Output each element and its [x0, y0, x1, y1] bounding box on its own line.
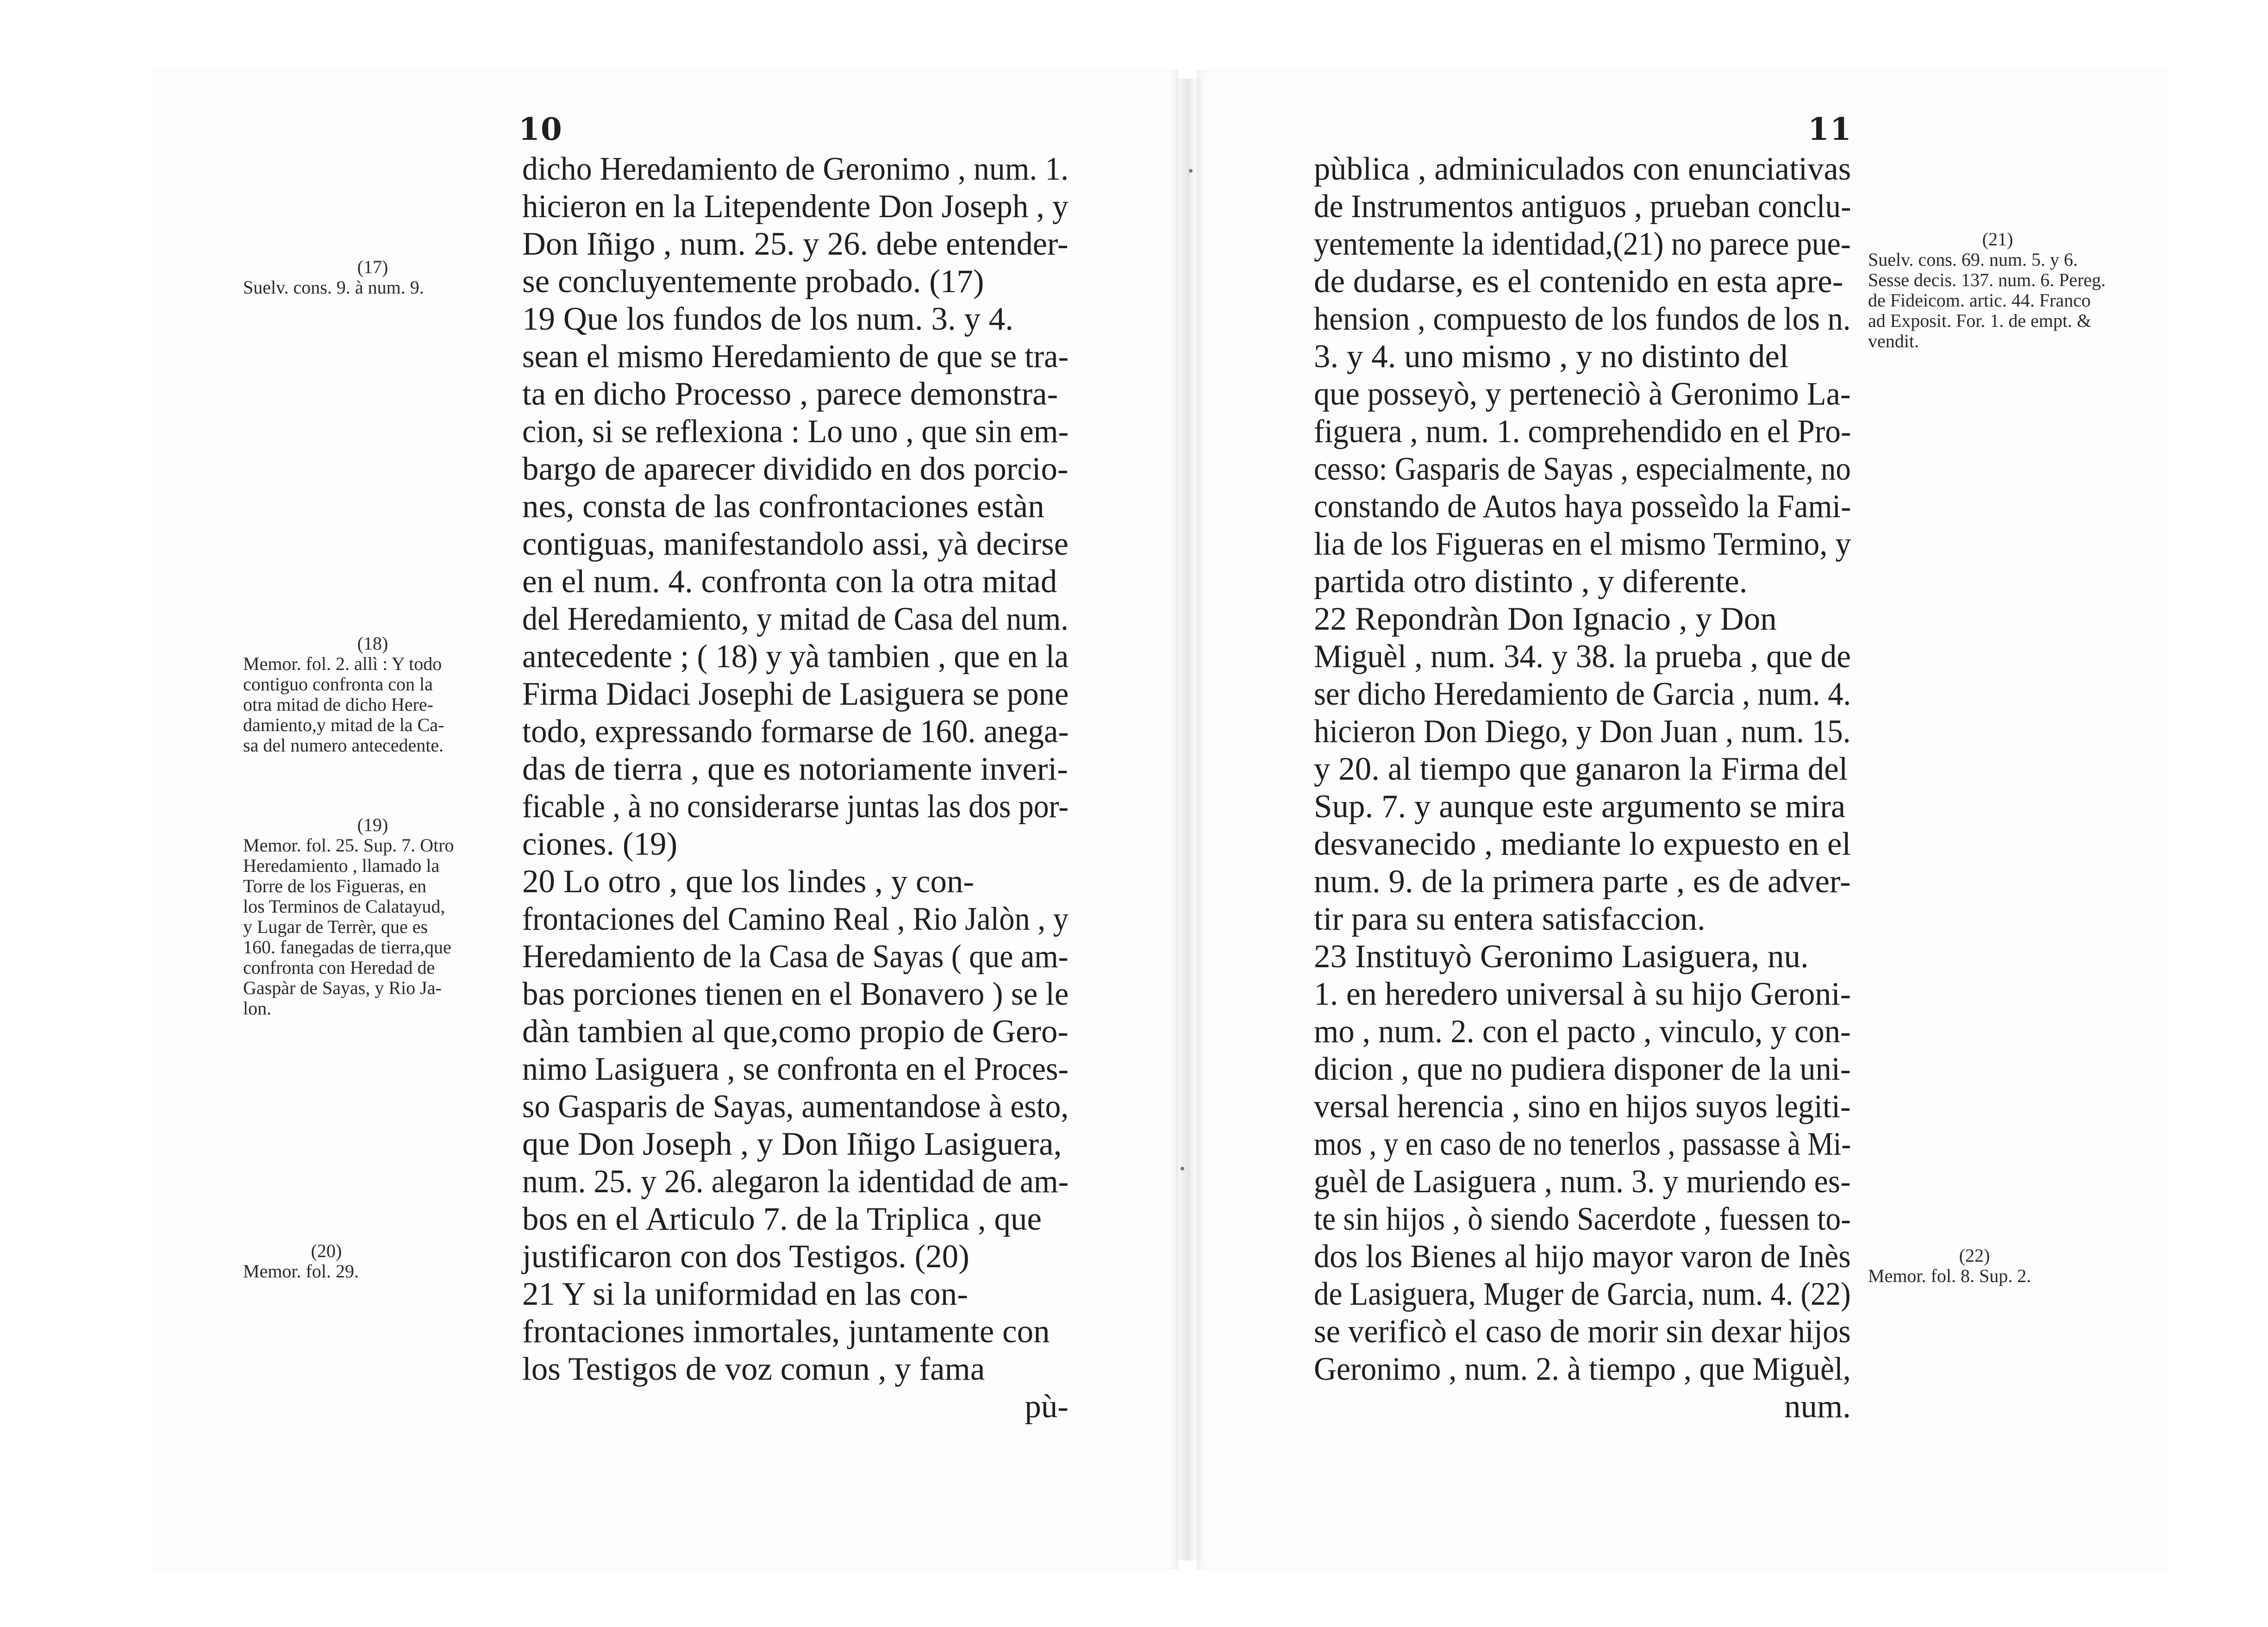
scan-speck [1189, 169, 1193, 173]
note-line: otra mitad de dicho Here- [243, 694, 433, 715]
text-line: bas porciones tienen en el Bonavero ) se le [522, 976, 1069, 1012]
note-line: Suelv. cons. 9. à num. 9. [243, 277, 424, 298]
text-line: Heredamiento de la Casa de Sayas ( que am- [522, 939, 1068, 975]
text-line: figuera , num. 1. comprehendido en el Pro- [1314, 413, 1851, 450]
note-line: 160. fanegadas de tierra,que [243, 937, 451, 957]
note-ref: (20) [311, 1240, 342, 1261]
text-line: de Instrumentos antiguos , prueban conclu- [1314, 188, 1851, 225]
text-line: cesso: Gasparis de Sayas , especialmente, no [1314, 451, 1851, 487]
text-line: de Lasiguera, Muger de Garcia, num. 4. (22) [1314, 1276, 1851, 1312]
text-line: hicieron Don Diego, y Don Juan , num. 15. [1314, 713, 1851, 750]
text-line: Geronimo , num. 2. à tiempo , que Miguèl, [1314, 1351, 1851, 1387]
note-line: vendit. [1868, 331, 1919, 351]
text-line: mo , num. 2. con el pacto , vinculo, y con- [1314, 1014, 1851, 1050]
text-line: te sin hijos , ò siendo Sacerdote , fuessen to- [1314, 1201, 1851, 1237]
right-body-text [1314, 150, 1851, 1426]
text-line: 3. y 4. uno mismo , y no distinto del [1314, 338, 1789, 375]
text-line: tir para su entera satisfaccion. [1314, 901, 1706, 937]
margin-note-19 [243, 815, 502, 1019]
note-line: Memor. fol. 25. Sup. 7. Otro [243, 835, 454, 856]
text-line: nimo Lasiguera , se confronta en el Proces- [522, 1051, 1069, 1087]
text-line: Sup. 7. y aunque este argumento se mira [1314, 788, 1846, 825]
note-ref: (22) [1959, 1245, 1990, 1266]
text-line: dos los Bienes al hijo mayor varon de Inès [1314, 1239, 1851, 1275]
text-line: nes, consta de las confrontaciones estàn [522, 488, 1044, 525]
note-line: contiguo confronta con la [243, 674, 433, 695]
catchword: pù- [1025, 1389, 1068, 1425]
note-line: Gaspàr de Sayas, y Rio Ja- [243, 977, 442, 998]
note-ref: (19) [357, 814, 388, 835]
text-line: de dudarse, es el contenido en esta apre- [1314, 263, 1843, 300]
text-line: Firma Didaci Josephi de Lasiguera se pone [522, 676, 1069, 712]
text-line: se verificò el caso de morir sin dexar hijos [1314, 1314, 1851, 1350]
text-line: todo, expressando formarse de 160. anega- [522, 713, 1069, 750]
note-line: Memor. fol. 8. Sup. 2. [1868, 1265, 2031, 1286]
text-line: bargo de aparecer dividido en dos porcio- [522, 451, 1068, 487]
text-line: dicion , que no pudiera disponer de la uni- [1314, 1051, 1851, 1087]
text-line: dàn tambien al que,como propio de Gero- [522, 1014, 1068, 1050]
note-line: damiento,y mitad de la Ca- [243, 714, 444, 735]
note-line: Heredamiento , llamado la [243, 855, 440, 876]
text-line: 1. en heredero universal à su hijo Geroni- [1314, 976, 1851, 1012]
note-line: y Lugar de Terrèr, que es [243, 916, 428, 937]
text-line: justificaron con dos Testigos. (20) [522, 1239, 969, 1275]
text-line: desvanecido , mediante lo expuesto en el [1314, 826, 1851, 862]
text-line: 19 Que los fundos de los num. 3. y 4. [522, 301, 1014, 337]
text-line: que posseyò, y perteneciò à Geronimo La- [1314, 376, 1851, 412]
text-line: cion, si se reflexiona : Lo uno , que sin em- [522, 413, 1069, 450]
text-line: frontaciones inmortales, juntamente con [522, 1314, 1050, 1350]
text-line: que Don Joseph , y Don Iñigo Lasiguera, [522, 1126, 1062, 1162]
note-ref: (18) [357, 633, 388, 654]
left-page-number: 10 [519, 111, 563, 147]
text-line: constando de Autos haya posseìdo la Fami- [1314, 488, 1851, 525]
margin-note-18 [243, 633, 502, 756]
text-line: Miguèl , num. 34. y 38. la prueba , que de [1314, 638, 1851, 675]
note-line: confronta con Heredad de [243, 957, 435, 978]
note-line: lon. [243, 998, 272, 1019]
text-line: se concluyentemente probado. (17) [522, 263, 984, 300]
text-line: hicieron en la Litependente Don Joseph , y [522, 188, 1068, 225]
text-line: hension , compuesto de los fundos de los n. [1314, 301, 1851, 337]
text-line: guèl de Lasiguera , num. 3. y muriendo es- [1314, 1164, 1851, 1200]
margin-note-22 [1868, 1245, 2081, 1286]
text-line: antecedente ; ( 18) y yà tambien , que en la [522, 638, 1069, 675]
text-line: y 20. al tiempo que ganaron la Firma del [1314, 751, 1848, 787]
note-ref: (21) [1982, 229, 2013, 250]
note-line: Memor. fol. 2. allì : Y todo [243, 653, 442, 674]
text-line: num. 9. de la primera parte , es de adver- [1314, 864, 1851, 900]
note-line: de Fideicom. artic. 44. Franco [1868, 290, 2091, 311]
text-line: ta en dicho Processo , parece demonstra- [522, 376, 1058, 412]
note-line: Suelv. cons. 69. num. 5. y 6. [1868, 249, 2078, 270]
note-line: los Terminos de Calatayud, [243, 896, 445, 917]
right-page-number: 11 [1808, 111, 1852, 147]
text-line: 23 Instituyò Geronimo Lasiguera, nu. [1314, 939, 1809, 975]
text-line: 20 Lo otro , que los lindes , y con- [522, 864, 975, 900]
text-line: del Heredamiento, y mitad de Casa del num. [522, 601, 1068, 637]
text-line: sean el mismo Heredamiento de que se tra- [522, 338, 1069, 375]
text-line: Don Iñigo , num. 25. y 26. debe entender- [522, 226, 1068, 262]
margin-note-21 [1868, 229, 2127, 351]
text-line: contiguas, manifestandolo assi, yà decirse [522, 526, 1068, 562]
text-line: mos , y en caso de no tenerlos , passasse à Mi- [1314, 1126, 1851, 1162]
note-line: ad Exposit. For. 1. de empt. & [1868, 310, 2092, 331]
text-line: pùblica , adminiculados con enunciativas [1314, 151, 1851, 187]
margin-note-17 [243, 257, 502, 298]
scan-speck [1181, 1167, 1184, 1170]
text-line: bos en el Articulo 7. de la Triplica , que [522, 1201, 1042, 1237]
text-line: los Testigos de voz comun , y fama [522, 1351, 985, 1387]
catchword: num. [1784, 1389, 1851, 1425]
text-line: frontaciones del Camino Real , Rio Jalòn , y [522, 901, 1069, 937]
text-line: so Gasparis de Sayas, aumentandose à esto, [522, 1089, 1069, 1125]
text-line: num. 25. y 26. alegaron la identidad de am- [522, 1164, 1069, 1200]
text-line: lia de los Figueras en el mismo Termino, y [1314, 526, 1851, 562]
text-line: ficable , à no considerarse juntas las dos por- [522, 788, 1069, 825]
text-line: en el num. 4. confronta con la otra mitad [522, 563, 1057, 600]
note-line: Memor. fol. 29. [243, 1261, 359, 1282]
text-line: 22 Repondràn Don Ignacio , y Don [1314, 601, 1777, 637]
text-line: das de tierra , que es notoriamente inveri- [522, 751, 1068, 787]
text-line: ser dicho Heredamiento de Garcia , num. 4. [1314, 676, 1851, 712]
note-ref: (17) [357, 257, 388, 277]
margin-note-20 [243, 1241, 410, 1282]
text-line: yentemente la identidad,(21) no parece pue- [1314, 226, 1851, 262]
text-line: partida otro distinto , y diferente. [1314, 563, 1748, 600]
book-gutter [1176, 79, 1204, 1560]
note-line: Torre de los Figueras, en [243, 876, 426, 896]
text-line: ciones. (19) [522, 826, 678, 862]
note-line: Sesse decis. 137. num. 6. Pereg. [1868, 269, 2106, 290]
note-line: sa del numero antecedente. [243, 735, 444, 756]
text-line: dicho Heredamiento de Geronimo , num. 1. [522, 151, 1069, 187]
text-line: versal herencia , sino en hijos suyos legiti- [1314, 1089, 1851, 1125]
left-body-text [522, 150, 1068, 1426]
text-line: 21 Y si la uniformidad en las con- [522, 1276, 968, 1312]
